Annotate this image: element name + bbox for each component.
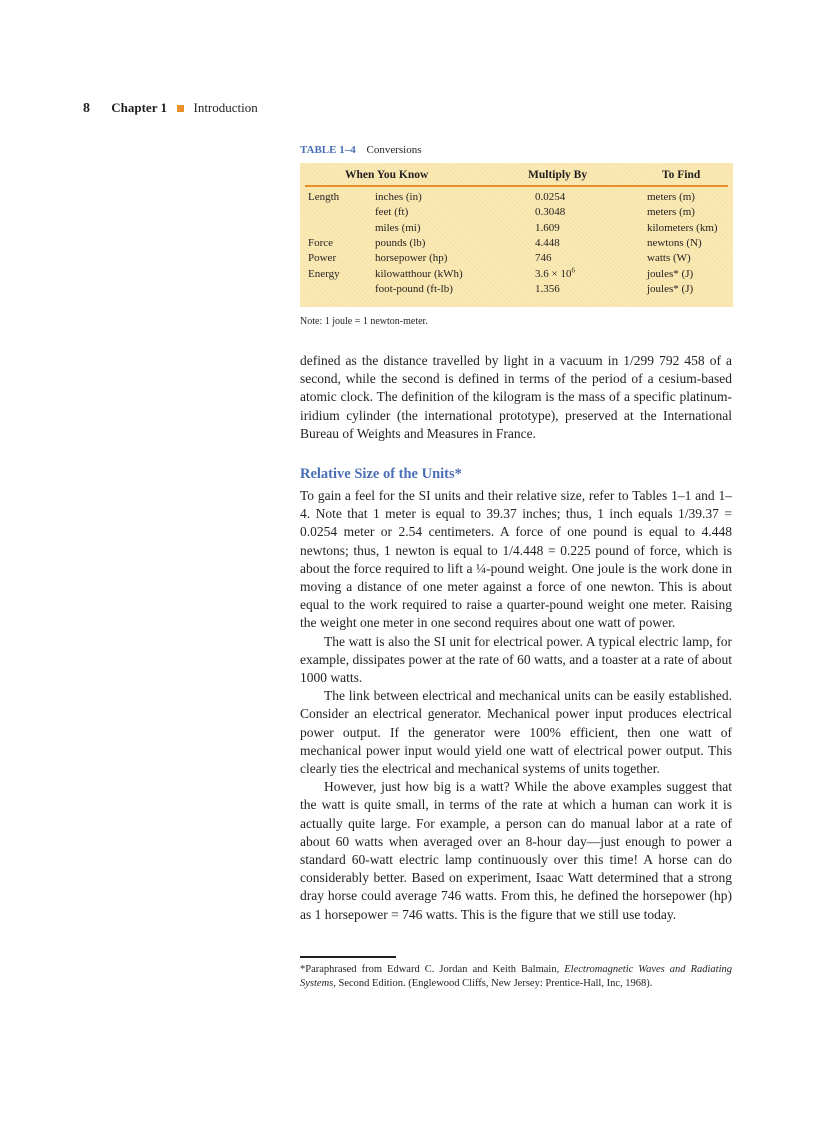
section-body — [300, 487, 732, 924]
factor-base: 3.6 × 10 — [535, 268, 572, 280]
row-factor: 1.356 — [535, 283, 560, 295]
paragraph: However, just how big is a watt? While the above examples suggest that the watt is quite small, in terms of the rate at which a human can work it is actually quite large. For example, a person can do manual labor at a rate of about 60 watts when averaged over an 8-hour day—just enough to power a standard 60-watt electric lamp continuously over this time! A horse can do considerably better. Based on experiment, Isaac Watt determined that a strong dray horse could average 746 watts. From this, he defined the horsepower (hp) as 1 horsepower = 746 watts. This is the figure that we still use today. — [300, 779, 732, 922]
row-unit: horsepower (hp) — [375, 252, 448, 264]
section-heading: Relative Size of the Units* — [300, 466, 462, 482]
row-factor: 0.0254 — [535, 191, 566, 203]
row-result: meters (m) — [647, 191, 695, 203]
paragraph — [300, 487, 732, 633]
row-unit: foot-pound (ft-lb) — [375, 283, 453, 295]
fraction-text: ¼ — [475, 560, 487, 576]
footnote-book-title: Electromagnetic Waves and Radiating Systems — [300, 964, 732, 989]
section-label: Introduction — [193, 100, 258, 115]
row-factor — [535, 267, 575, 282]
row-category: Force — [308, 237, 334, 249]
page-number: 8 — [83, 101, 90, 116]
row-factor: 746 — [535, 252, 552, 264]
table-note: Note: 1 joule = 1 newton-meter. — [300, 316, 428, 327]
row-unit: inches (in) — [375, 191, 422, 203]
chapter-label: Chapter 1 — [111, 100, 167, 115]
footnote — [300, 963, 732, 991]
paragraph: The link between electrical and mechanical units can be easily established. Consider an electrical generator. Mechanical power input produces electrical power output. If the generator were 100% efficient, then one watt of mechanical power input would yield one watt of electrical power output. This clearly ties the electrical and mechanical systems of units together. — [300, 688, 732, 777]
column-header-find: To Find — [662, 169, 701, 181]
column-header-multiply: Multiply By — [528, 169, 588, 181]
header-divider — [305, 185, 728, 187]
table-caption — [300, 143, 421, 157]
running-head — [83, 100, 258, 117]
row-result: watts (W) — [647, 252, 691, 264]
row-unit: feet (ft) — [375, 206, 409, 218]
row-category: Length — [308, 191, 340, 203]
row-factor: 4.448 — [535, 237, 560, 249]
row-result: joules* (J) — [647, 268, 694, 280]
row-result: newtons (N) — [647, 237, 702, 249]
factor-exponent: 6 — [571, 266, 575, 275]
row-unit: miles (mi) — [375, 222, 421, 234]
row-category: Power — [308, 252, 337, 264]
intro-paragraph — [300, 352, 732, 443]
row-result: joules* (J) — [647, 283, 694, 295]
row-unit: kilowatthour (kWh) — [375, 268, 463, 280]
row-category: Energy — [308, 268, 340, 280]
paragraph-text: To gain a feel for the SI units and their relative size, refer to Tables 1–1 and 1–4. Note that 1 meter is equal to 39.37 inches; thus, 1 inch equals 1/39.37 = 0.0254 meter or 2.54 centimeters. A force of one pound is equal to 4.448 newtons; thus, 1 newton is equal to 1/4.448 = 0.225 pound of force, which is about the force required to lift a — [300, 488, 732, 576]
row-unit: pounds (lb) — [375, 237, 426, 249]
footnote-text: , Second Edition. (Englewood Cliffs, New Jersey: Prentice-Hall, Inc, 1968). — [333, 978, 653, 989]
paragraph: The watt is also the SI unit for electrical power. A typical electric lamp, for example, dissipates power at the rate of 60 watts, and a toaster at a rate of about 1000 watts. — [300, 633, 732, 686]
table-label: TABLE 1–4 — [300, 144, 356, 156]
column-header-know: When You Know — [345, 169, 429, 181]
footnote-text: *Paraphrased from Edward C. Jordan and Keith Balmain, — [300, 964, 565, 975]
row-factor: 0.3048 — [535, 206, 566, 218]
conversions-table — [300, 163, 733, 307]
table-title: Conversions — [366, 144, 422, 156]
bullet-square-icon — [177, 105, 184, 112]
paragraph: defined as the distance travelled by light in a vacuum in 1/299 792 458 of a second, while the second is defined in terms of the period of a cesium-based atomic clock. The definition of the kilogram is the mass of a specific platinum-iridium cylinder (the international prototype), preserved at the International Bureau of Weights and Measures in France. — [300, 353, 732, 441]
row-factor: 1.609 — [535, 222, 560, 234]
footnote-divider — [300, 956, 396, 958]
paragraph-text: -pound weight. One joule is the work done in moving a distance of one meter against a force of one newton. This is about equal to the work required to raise a quarter-pound weight one meter. Raising the weight one meter in one second requires about one watt of power. — [300, 560, 732, 631]
row-result: meters (m) — [647, 206, 695, 218]
row-result: kilometers (km) — [647, 222, 718, 234]
